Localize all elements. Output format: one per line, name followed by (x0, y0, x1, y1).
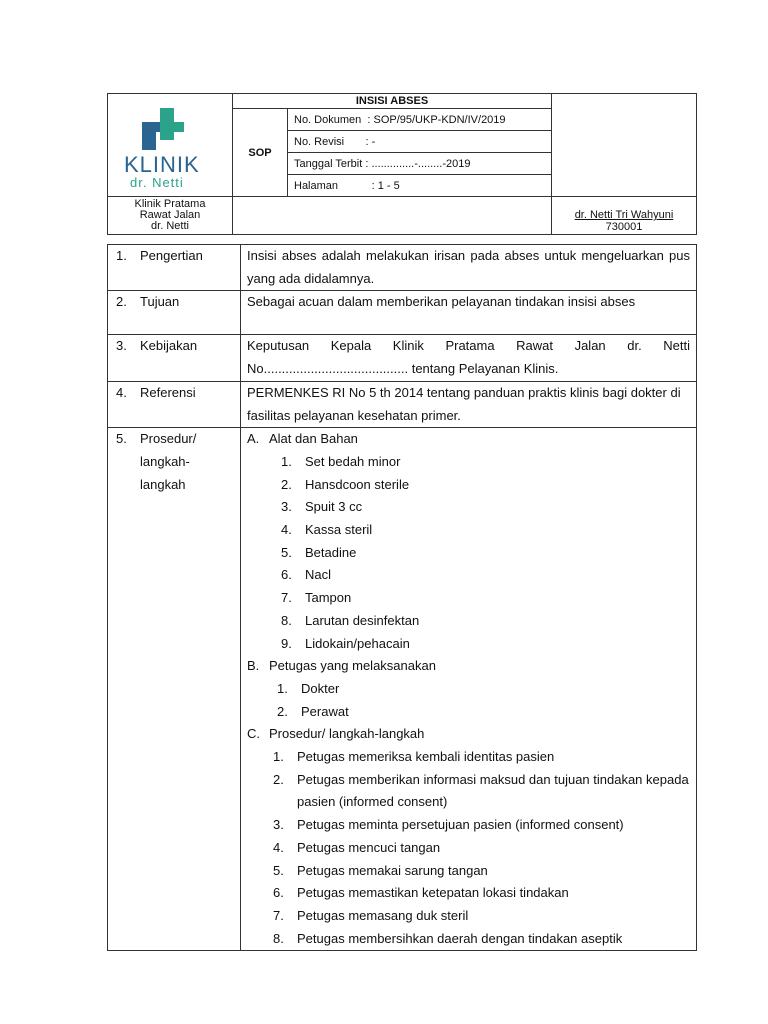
row-label (108, 245, 241, 291)
row-number: 4. (116, 384, 127, 400)
row-label (108, 335, 241, 381)
list-item-text: Hansdcoon sterile (305, 476, 410, 492)
list-item (247, 633, 690, 656)
medical-cross-icon (138, 108, 188, 150)
section-letter: C. (247, 726, 260, 742)
list-item (247, 769, 690, 814)
list-item (247, 474, 690, 497)
list-item (247, 519, 690, 542)
list-item-number: 2. (281, 476, 292, 492)
list-item-number: 7. (281, 590, 292, 606)
section-title: Petugas yang melaksanakan (269, 658, 436, 674)
list-item-number: 6. (273, 885, 284, 901)
row-label (108, 291, 241, 335)
section-letter: B. (247, 658, 260, 674)
list-item-number: 8. (281, 612, 292, 628)
list-item (247, 746, 690, 769)
row-label (108, 381, 241, 427)
steps-list (247, 746, 690, 950)
section-b-heading (247, 655, 690, 678)
row-title: Kebijakan (140, 338, 198, 354)
list-item-text: Petugas memeriksa kembali identitas pasien (297, 749, 555, 765)
list-item-number: 4. (281, 522, 292, 538)
list-item-text: Betadine (305, 544, 357, 560)
logo-cell (108, 94, 233, 197)
list-item (247, 678, 690, 701)
sop-body-table (107, 244, 697, 951)
list-item-text: Perawat (301, 703, 349, 719)
row-title: Pengertian (140, 248, 203, 263)
signatory-name: dr. Netti Tri Wahyuni (574, 209, 674, 221)
clinic-name-line: Rawat Jalan (139, 209, 201, 221)
list-item-text: Set bedah minor (305, 453, 401, 469)
list-item-number: 3. (281, 499, 292, 515)
row-number: 1. (116, 248, 127, 263)
logo-text-klinik: KLINIK (124, 152, 200, 177)
row-title-line: Prosedur/ (140, 431, 197, 447)
row-content-prosedur (241, 428, 697, 951)
list-item-text: Petugas memastikan ketepatan lokasi tindakan (297, 885, 569, 901)
document-title: INSISI ABSES (233, 94, 552, 109)
list-item (247, 860, 690, 883)
list-item-number: 1. (281, 453, 292, 469)
list-item (247, 928, 690, 951)
meta-revision: No. Revisi : - (288, 131, 552, 153)
meta-document-number: No. Dokumen : SOP/95/UKP-KDN/IV/2019 (288, 109, 552, 131)
list-item-text: Lidokain/pehacain (305, 635, 410, 651)
signature-block (552, 197, 697, 235)
list-item-text: Petugas mencuci tangan (297, 839, 441, 855)
list-item-text: Nacl (305, 567, 332, 583)
list-item (247, 814, 690, 837)
row-number: 5. (116, 431, 127, 447)
row-title: Tujuan (140, 294, 180, 310)
clinic-name-line: dr. Netti (151, 220, 189, 232)
list-item-text: Petugas membersihkan daerah dengan tindakan aseptik (297, 930, 623, 946)
section-letter: A. (247, 431, 260, 447)
list-item-number: 8. (273, 930, 284, 946)
clinic-logo (108, 94, 232, 196)
list-item-text: Petugas memakai sarung tangan (297, 862, 488, 878)
list-item-number: 7. (273, 907, 284, 923)
row-number: 2. (116, 294, 127, 310)
row-content-tujuan: Sebagai acuan dalam memberikan pelayanan tindakan insisi abses (241, 291, 697, 335)
staff-list (247, 678, 690, 723)
sop-label: SOP (233, 109, 288, 197)
list-item-number: 5. (273, 862, 284, 878)
logo-text-dr-netti: dr. Netti (130, 175, 184, 190)
row-content-kebijakan: Keputusan Kepala Klinik Pratama Rawat Jalan dr. Netti No........................................ tentang Pelayanan Klinis. (241, 335, 697, 381)
list-item-number: 5. (281, 544, 292, 560)
list-item-number: 2. (277, 703, 288, 719)
list-item-text: Petugas meminta persetujuan pasien (informed consent) (297, 817, 624, 833)
list-item-number: 9. (281, 635, 292, 651)
list-item (247, 496, 690, 519)
list-item (247, 564, 690, 587)
row-title-line: langkah (140, 476, 186, 492)
clinic-name (108, 197, 233, 235)
clinic-name-line: Klinik Pratama (134, 198, 206, 210)
row-title-line: langkah- (140, 453, 190, 469)
row-content-referensi: PERMENKES RI No 5 th 2014 tentang panduan praktis klinis bagi dokter di fasilitas pelayanan kesehatan primer. (241, 381, 697, 427)
list-item-number: 2. (273, 771, 284, 787)
list-item-text: Spuit 3 cc (305, 499, 363, 515)
list-item (247, 451, 690, 474)
list-item-text: Petugas memasang duk steril (297, 907, 469, 923)
list-item-number: 4. (273, 839, 284, 855)
row-label (108, 428, 241, 951)
list-item-number: 1. (273, 749, 284, 765)
list-item (247, 837, 690, 860)
list-item (247, 882, 690, 905)
section-title: Prosedur/ langkah-langkah (269, 726, 425, 742)
list-item (247, 701, 690, 724)
list-item-number: 3. (273, 817, 284, 833)
row-title: Referensi (140, 384, 196, 400)
row-number: 3. (116, 338, 127, 354)
list-item-text: Dokter (301, 680, 340, 696)
list-item (247, 905, 690, 928)
list-item-text: Tampon (305, 590, 352, 606)
section-title: Alat dan Bahan (269, 431, 358, 447)
meta-page: Halaman : 1 - 5 (288, 175, 552, 197)
list-item (247, 610, 690, 633)
list-item-text: Petugas memberikan informasi maksud dan tujuan tindakan kepada pasien (informed consent) (297, 771, 689, 810)
section-c-heading (247, 723, 690, 746)
sop-header-table (107, 93, 697, 235)
equipment-list (247, 451, 690, 655)
meta-issue-date: Tanggal Terbit : ..............-........-2019 (288, 153, 552, 175)
blank-cell (233, 197, 552, 235)
approval-cell (552, 94, 697, 197)
section-a-heading (247, 428, 690, 451)
list-item-number: 1. (277, 680, 288, 696)
list-item (247, 587, 690, 610)
row-content-pengertian: Insisi abses adalah melakukan irisan pada abses untuk mengeluarkan pus yang ada didalamnya. (241, 245, 697, 291)
signatory-id: 730001 (605, 221, 643, 233)
list-item-text: Kassa steril (305, 522, 373, 538)
list-item (247, 542, 690, 565)
list-item-number: 6. (281, 567, 292, 583)
list-item-text: Larutan desinfektan (305, 612, 420, 628)
